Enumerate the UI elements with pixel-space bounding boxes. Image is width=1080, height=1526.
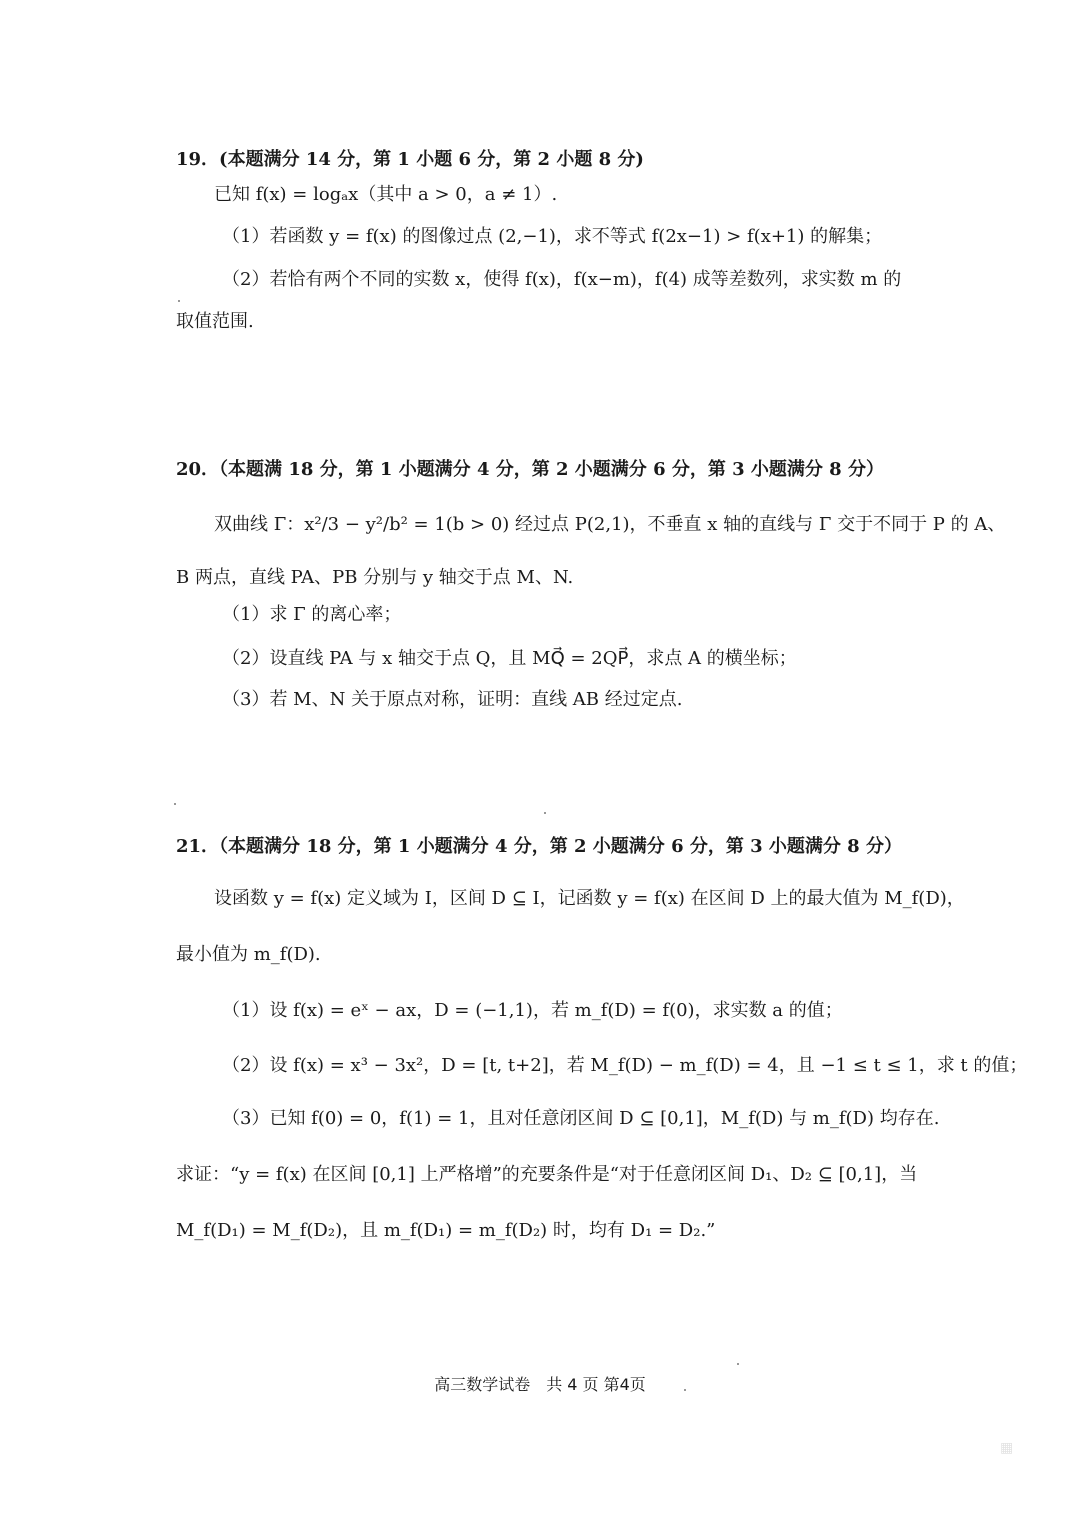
- scan-speck: [174, 803, 176, 805]
- scan-speck: [178, 300, 180, 302]
- page-footer: 高三数学试卷 共 4 页 第4页: [434, 1375, 646, 1394]
- q19-part1: （1）若函数 y = f(x) 的图像过点 (2,−1)，求不等式 f(2x−1) > f(x+1) 的解集；: [222, 226, 883, 247]
- scan-speck: [544, 812, 546, 814]
- q21-proof-line2: M_f(D₁) = M_f(D₂)，且 m_f(D₁) = m_f(D₂) 时，均有 D₁ = D₂.”: [176, 1220, 716, 1241]
- q20-header: 20．（本题满 18 分，第 1 小题满分 4 分，第 2 小题满分 6 分，第 3 小题满分 8 分）: [176, 459, 884, 480]
- q20-part3: （3）若 M、N 关于原点对称，证明：直线 AB 经过定点.: [222, 689, 683, 710]
- q21-stem-line1: 设函数 y = f(x) 定义域为 I，区间 D ⊆ I，记函数 y = f(x) 在区间 D 上的最大值为 M_f(D)，: [214, 888, 965, 909]
- scan-speck: [737, 1363, 739, 1365]
- q19-header: 19．(本题满分 14 分，第 1 小题 6 分，第 2 小题 8 分): [176, 149, 644, 170]
- q20-part2: （2）设直线 PA 与 x 轴交于点 Q，且 MQ⃗ = 2QP⃗，求点 A 的横坐标；: [222, 648, 797, 669]
- q21-header: 21．（本题满分 18 分，第 1 小题满分 4 分，第 2 小题满分 6 分，第 3 小题满分 8 分）: [176, 836, 902, 857]
- q21-part1: （1）设 f(x) = eˣ − ax，D = (−1,1)，若 m_f(D) = f(0)，求实数 a 的值；: [222, 1000, 843, 1021]
- scan-speck: [684, 1389, 686, 1391]
- q20-part1: （1）求 Γ 的离心率；: [222, 604, 402, 625]
- q19-stem: 已知 f(x) = logₐx（其中 a > 0，a ≠ 1）.: [214, 184, 558, 205]
- q20-stem-line1: 双曲线 Γ：x²/3 − y²/b² = 1(b > 0) 经过点 P(2,1)，不垂直 x 轴的直线与 Γ 交于不同于 P 的 A、: [214, 514, 1006, 535]
- q21-part2: （2）设 f(x) = x³ − 3x²，D = [t, t+2]，若 M_f(D) − m_f(D) = 4，且 −1 ≤ t ≤ 1，求 t 的值；: [222, 1055, 1028, 1076]
- q20-stem-line2: B 两点，直线 PA、PB 分别与 y 轴交于点 M、N.: [176, 567, 574, 588]
- q19-part2-line1: （2）若恰有两个不同的实数 x，使得 f(x)，f(x−m)，f(4) 成等差数列，求实数 m 的: [222, 269, 902, 290]
- q21-proof-line1: 求证：“y = f(x) 在区间 [0,1] 上严格增”的充要条件是“对于任意闭区间 D₁、D₂ ⊆ [0,1]，当: [176, 1164, 918, 1185]
- q21-stem-line2: 最小值为 m_f(D).: [176, 944, 321, 965]
- q21-part3: （3）已知 f(0) = 0，f(1) = 1，且对任意闭区间 D ⊆ [0,1]，M_f(D) 与 m_f(D) 均存在.: [222, 1108, 940, 1129]
- scanner-watermark: ▦: [1000, 1440, 1014, 1456]
- q19-part2-line2: 取值范围.: [176, 311, 254, 332]
